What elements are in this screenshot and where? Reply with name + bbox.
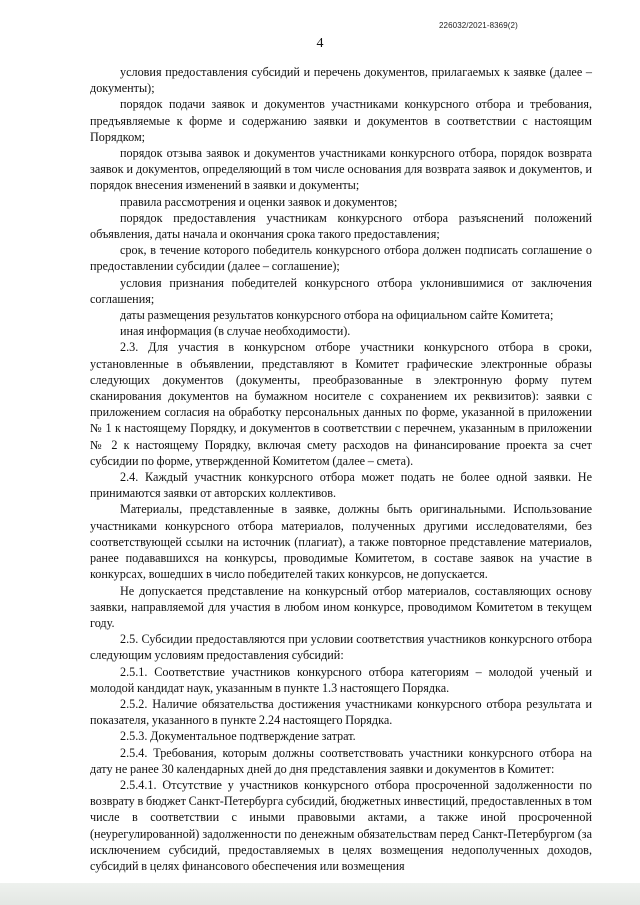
document-body xyxy=(90,64,592,874)
paragraph-withdrawal-order: порядок отзыва заявок и документов участниками конкурсного отбора, порядок возврата заявок и документов, определяющий в том числе основания для возврата заявок и документов, и порядок внесения изменений в заявки и документы; xyxy=(90,146,592,193)
paragraph-conditions-list: условия предоставления субсидий и перечень документов, прилагаемых к заявке (далее – документы); xyxy=(90,65,592,96)
paragraph-2-5-3: 2.5.3. Документальное подтверждение затрат. xyxy=(120,729,356,744)
paragraph-2-3: 2.3. Для участия в конкурсном отборе участники конкурсного отбора в сроки, установленные в объявлении, представляют в Комитет графические электронные образы следующих документов (документы, преобразованные в электронную форму путем сканирования документов на бумажном носителе с сохранением их реквизитов): заявки с приложением согласия на обработку персональных данных по форме, указанной в приложении № 1 к настоящему Порядку, и документов в соответствии с перечнем, указанным в приложении № 2 к настоящему Порядку, включая смету расходов на финансирование проекта за счет субсидии по форме, утвержденной Комитетом (далее – смета). xyxy=(90,340,592,468)
paragraph-2-4: 2.4. Каждый участник конкурсного отбора может подать не более одной заявки. Не принимаются заявки от авторских коллективов. xyxy=(90,470,592,501)
paragraph-agreement-deadline: срок, в течение которого победитель конкурсного отбора должен подписать соглашение о предоставлении субсидии (далее – соглашение); xyxy=(90,243,592,274)
paragraph-submission-order: порядок подачи заявок и документов участниками конкурсного отбора и требования, предъявляемые к форме и содержанию заявки и документов в соответствии с настоящим Порядком; xyxy=(90,97,592,144)
paragraph-2-5: 2.5. Субсидии предоставляются при условии соответствия участников конкурсного отбора следующим условиям предоставления субсидий: xyxy=(90,632,592,663)
scan-bottom-edge xyxy=(0,883,640,905)
paragraph-evasion-conditions: условия признания победителей конкурсного отбора уклонившимися от заключения соглашения; xyxy=(90,275,592,306)
page-number: 4 xyxy=(316,36,324,51)
paragraph-results-dates: даты размещения результатов конкурсного отбора на официальном сайте Комитета; xyxy=(120,308,554,323)
paragraph-2-5-1: 2.5.1. Соответствие участников конкурсного отбора категориям – молодой ученый и молодой кандидат наук, указанным в пункте 1.3 настоящего Порядка. xyxy=(90,664,592,695)
paragraph-review-rules: правила рассмотрения и оценки заявок и документов; xyxy=(120,194,398,209)
paragraph-originality: Материалы, представленные в заявке, должны быть оригинальными. Использование участниками конкурсного отбора материалов, полученных другими исследователями, без соответствующей ссылки на источник (плагиат), а также повторное представление материалов, ранее подававшихся на конкурсы, проводимые Комитетом, в составе заявок на участие в конкурсах, вошедших в число победителей таких конкурсов, не допускается. xyxy=(90,502,592,582)
paragraph-2-5-4: 2.5.4. Требования, которым должны соответствовать участники конкурсного отбора на дату не ранее 30 календарных дней до дня представления заявки и документов в Комитет: xyxy=(90,745,592,776)
paragraph-2-5-4-1: 2.5.4.1. Отсутствие у участников конкурсного отбора просроченной задолженности по возврату в бюджет Санкт-Петербурга субсидий, бюджетных инвестиций, предоставленных в том числе в соответствии с иными правовыми актами, а также иной просроченной (неурегулированной) задолженности по денежным обязательствам перед Санкт-Петербургом (за исключением субсидий, предоставляемых в целях возмещения недополученных доходов, субсидий в целях финансового обеспечения или возмещения xyxy=(90,777,592,873)
paragraph-other-info: иная информация (в случае необходимости). xyxy=(120,324,351,339)
paragraph-no-duplicate: Не допускается представление на конкурсный отбор материалов, составляющих основу заявки, направляемой для участия в любом ином конкурсе, проводимом Комитетом в текущем году. xyxy=(90,583,592,630)
paragraph-clarifications: порядок предоставления участникам конкурсного отбора разъяснений положений объявления, даты начала и окончания срока такого предоставления; xyxy=(90,210,592,242)
document-id: 226032/2021-8369(2) xyxy=(439,21,518,30)
paragraph-2-5-2: 2.5.2. Наличие обязательства достижения участниками конкурсного отбора результата и показателя, указанного в пункте 2.24 настоящего Порядка. xyxy=(90,696,592,728)
